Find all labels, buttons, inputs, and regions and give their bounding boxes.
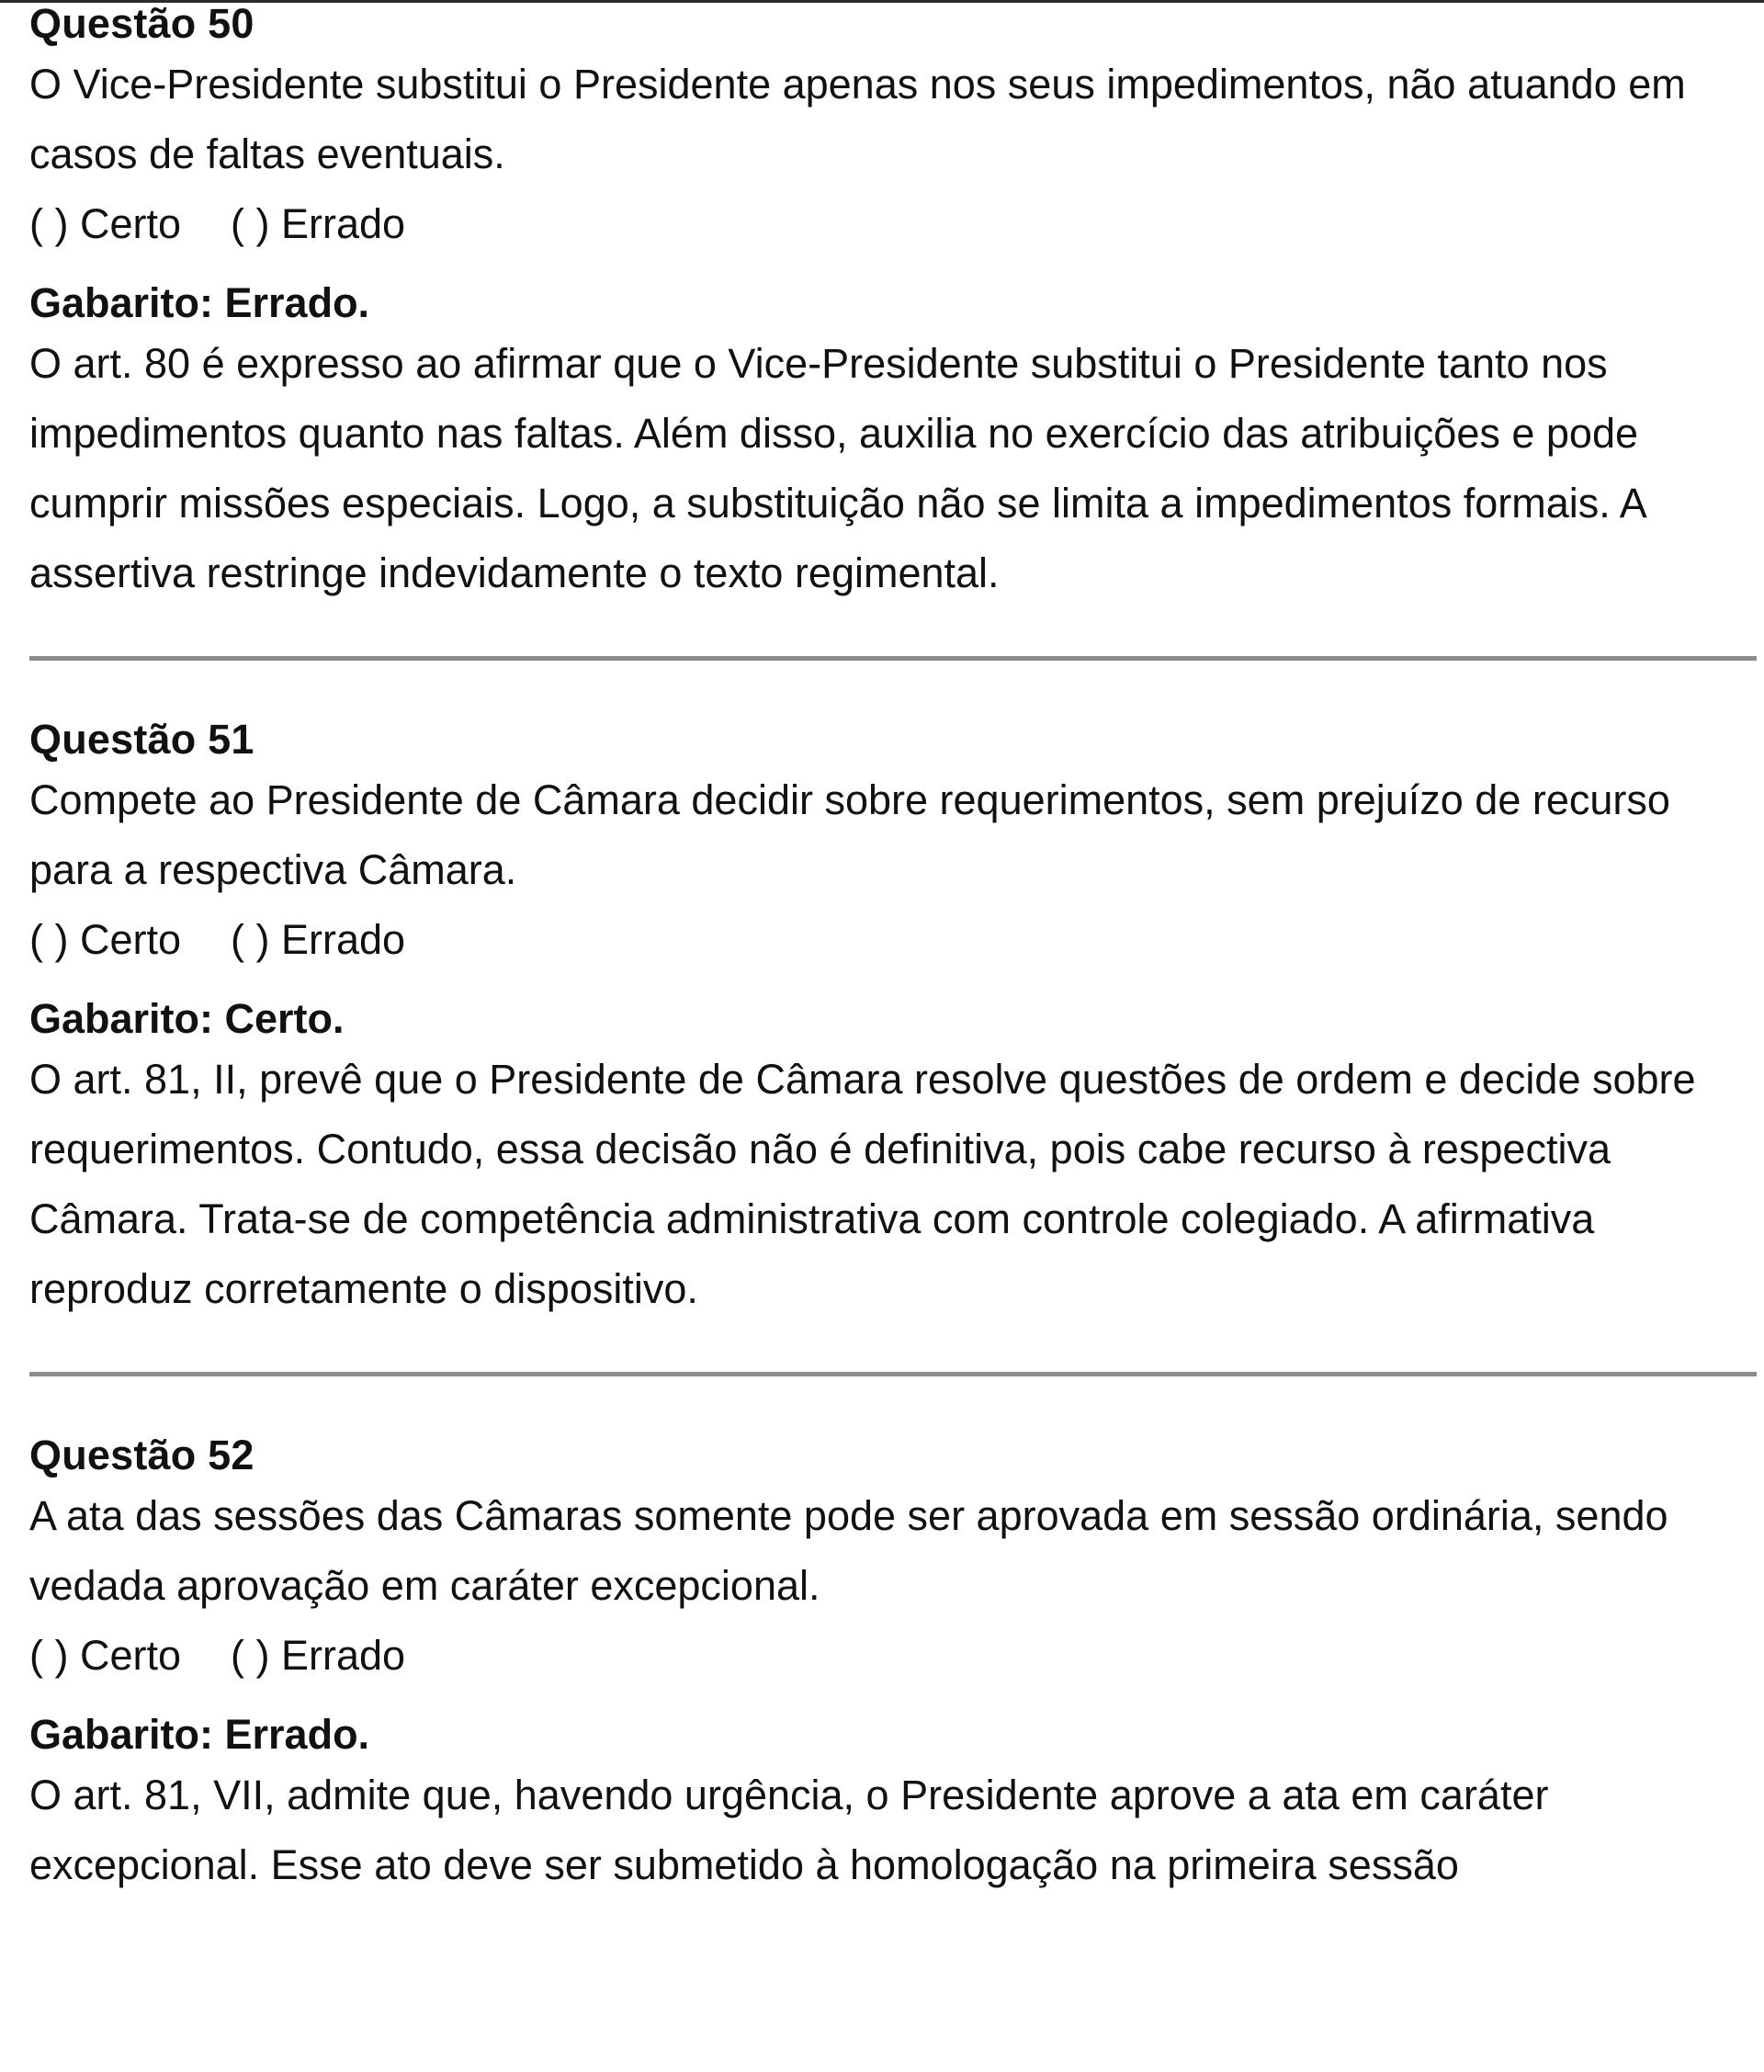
answer-options — [29, 189, 1757, 259]
question-title: Questão 52 — [29, 1432, 254, 1478]
question-52 — [29, 1376, 1757, 1900]
document-page — [29, 0, 1757, 1900]
question-statement: O Vice-Presidente substitui o Presidente apenas nos seus impedimentos, não atuando em casos de faltas eventuais. — [29, 61, 1686, 177]
answer-explanation: O art. 81, II, prevê que o Presidente de Câmara resolve questões de ordem e decide sobre requerimentos. Contudo, essa decisão não é definitiva, pois cabe recurso à respectiva Câmara. Trata-se de competência administrativa com controle colegiado. A afirmativa reproduz corretamente o dispositivo. — [29, 1056, 1696, 1312]
answer-key: Gabarito: Certo. — [29, 995, 345, 1042]
option-errado[interactable]: ( ) Errado — [231, 916, 406, 963]
option-certo[interactable]: ( ) Certo — [29, 916, 182, 963]
answer-key: Gabarito: Errado. — [29, 279, 370, 326]
option-certo[interactable]: ( ) Certo — [29, 200, 182, 247]
option-errado[interactable]: ( ) Errado — [231, 1632, 406, 1679]
answer-explanation: O art. 80 é expresso ao afirmar que o Vice-Presidente substitui o Presidente tanto nos impedimentos quanto nas faltas. Além disso, auxilia no exercício das atribuições e pode cumprir missões especiais. Logo, a substituição não se limita a impedimentos formais. A assertiva restringe indevidamente o texto regimental. — [29, 340, 1645, 596]
answer-explanation: O art. 81, VII, admite que, havendo urgência, o Presidente aprove a ata em caráter excepcional. Esse ato deve ser submetido à homologação na primeira sessão — [29, 1772, 1549, 1888]
option-certo[interactable]: ( ) Certo — [29, 1632, 182, 1679]
question-statement: Compete ao Presidente de Câmara decidir sobre requerimentos, sem prejuízo de recurso para a respectiva Câmara. — [29, 776, 1670, 893]
question-51 — [29, 661, 1757, 1324]
answer-options — [29, 905, 1757, 975]
answer-key: Gabarito: Errado. — [29, 1711, 370, 1758]
answer-options — [29, 1621, 1757, 1691]
question-statement: A ata das sessões das Câmaras somente pode ser aprovada em sessão ordinária, sendo vedada aprovação em caráter excepcional. — [29, 1492, 1668, 1609]
question-title: Questão 50 — [29, 0, 254, 47]
option-errado[interactable]: ( ) Errado — [231, 200, 406, 247]
question-50 — [29, 0, 1757, 608]
question-title: Questão 51 — [29, 716, 254, 763]
